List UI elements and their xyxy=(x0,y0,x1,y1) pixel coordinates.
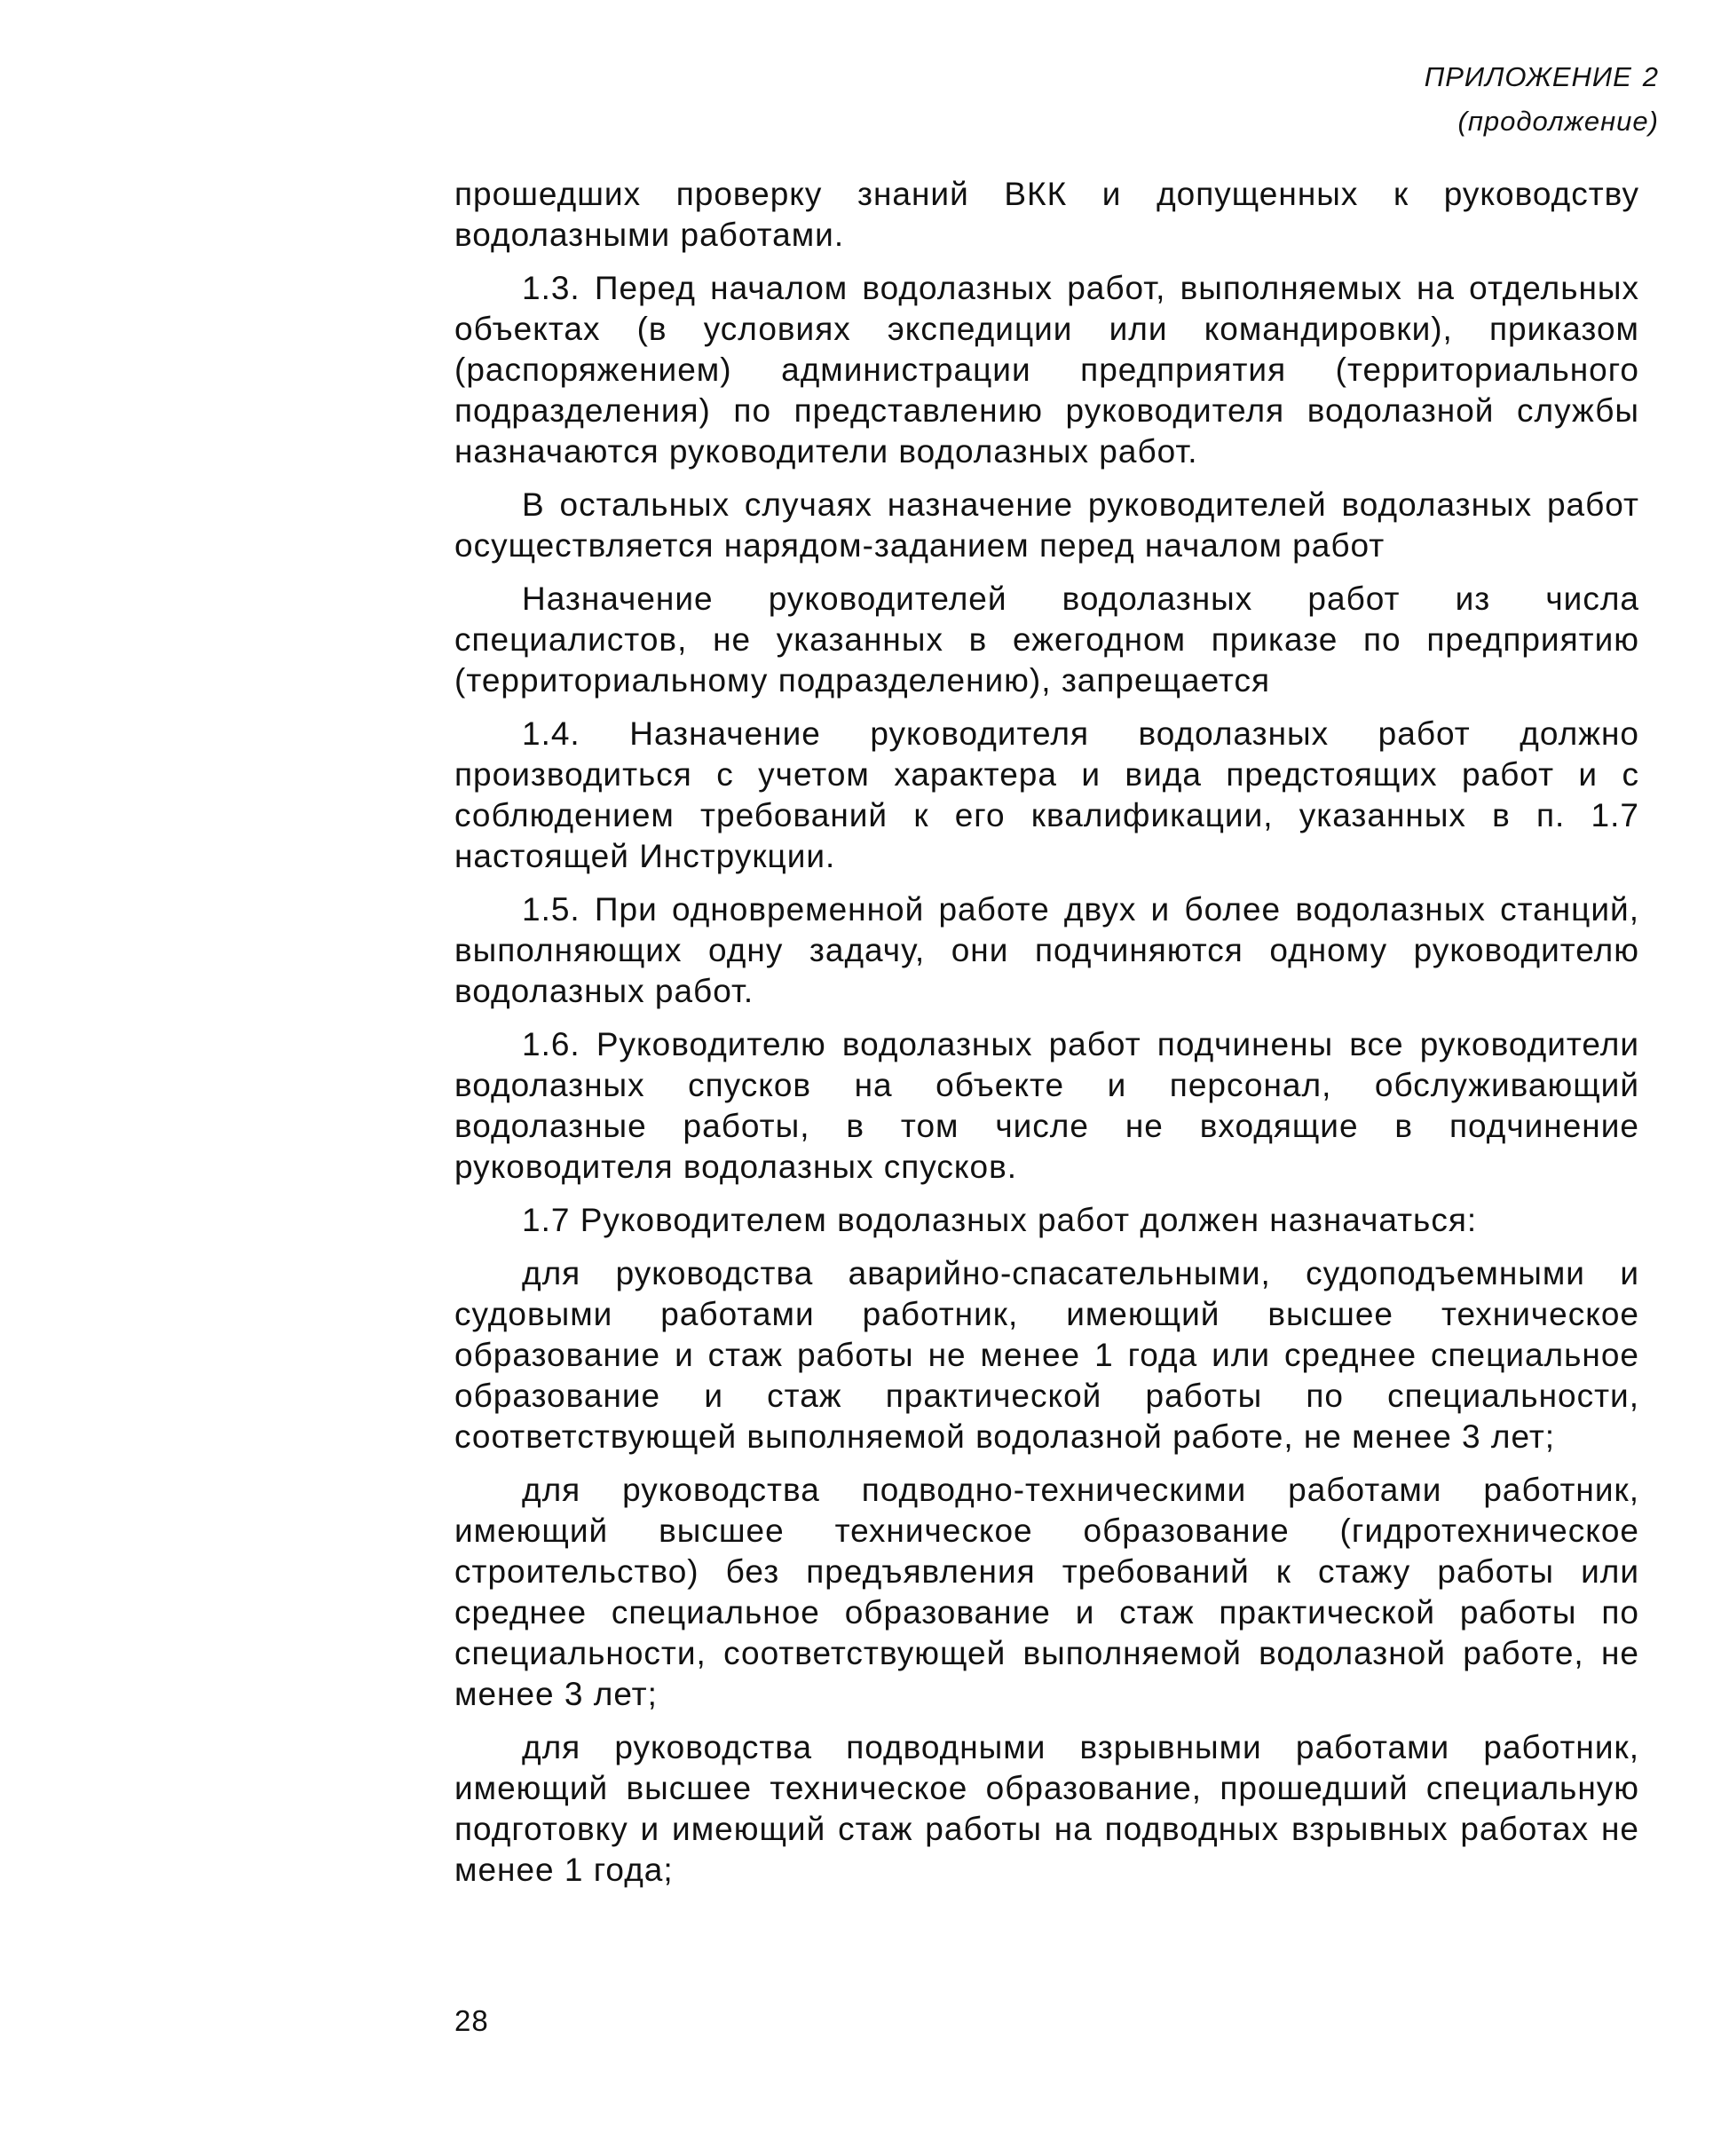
appendix-title xyxy=(1414,55,1659,99)
paragraph-prohibition: Назначение руководителей водолазных работ из числа специалистов, не указанных в ежегодном приказе по предприятию (территориальному подразделению), запрещается xyxy=(454,580,1639,699)
paragraph-1-5: 1.5. При одновременной работе двух и более водолазных станций, выполняющих одну задачу, они подчиняются одному руководителю водолазных работ. xyxy=(454,891,1639,1009)
paragraph-1-4: 1.4. Назначение руководителя водолазных работ должно производиться с учетом характера и вида предстоящих работ и с соблюдением требований к его квалификации, указанных в п. 1.7 настоящей Инструкции. xyxy=(454,715,1639,874)
paragraph-continued: прошедших проверку знаний ВКК и допущенных к руководству водолазными работами. xyxy=(454,176,1639,253)
page-header xyxy=(1414,55,1659,144)
paragraph-underwater-technical: для руководства подводно-техническими работами работник, имеющий высшее техническое образование (гидротехническое строительство) без предъявления требований к стажу работы или среднее специальное образование и стаж практической работы по специальности, соответствующей выполняемой водолазной работе, не менее 3 лет; xyxy=(454,1472,1639,1712)
continuation-label: (продолжение) xyxy=(1457,106,1659,137)
paragraph-other-cases: В остальных случаях назначение руководителей водолазных работ осуществляется нарядом-заданием перед началом работ xyxy=(454,486,1639,564)
appendix-number: 2 xyxy=(1642,61,1659,92)
paragraph-blasting-works: для руководства подводными взрывными работами работник, имеющий высшее техническое образование, прошедший специальную подготовку и имеющий стаж работы на подводных взрывных работах не менее 1 года; xyxy=(454,1729,1639,1888)
paragraph-1-6: 1.6. Руководителю водолазных работ подчинены все руководители водолазных спусков на объекте и персонал, обслуживающий водолазные работы, в том числе не входящие в подчинение руководителя водолазных спусков. xyxy=(454,1026,1639,1185)
paragraph-1-7: 1.7 Руководителем водолазных работ должен назначаться: xyxy=(522,1202,1478,1238)
page-number: 28 xyxy=(454,2004,489,2037)
document-body xyxy=(454,174,1639,1903)
appendix-label: ПРИЛОЖЕНИЕ xyxy=(1424,61,1632,92)
paragraph-rescue-works: для руководства аварийно-спасательными, судоподъемными и судовыми работами работник, имеющий высшее техническое образование и стаж работы не менее 1 года или среднее специальное образование и стаж практической работы по специальности, соответствующей выполняемой водолазной работе, не менее 3 лет; xyxy=(454,1255,1639,1455)
paragraph-1-3: 1.3. Перед началом водолазных работ, выполняемых на отдельных объектах (в условиях экспедиции или командировки), приказом (распоряжением) администрации предприятия (территориального подразделения) по представлению руководителя водолазной службы назначаются руководители водолазных работ. xyxy=(454,270,1639,470)
